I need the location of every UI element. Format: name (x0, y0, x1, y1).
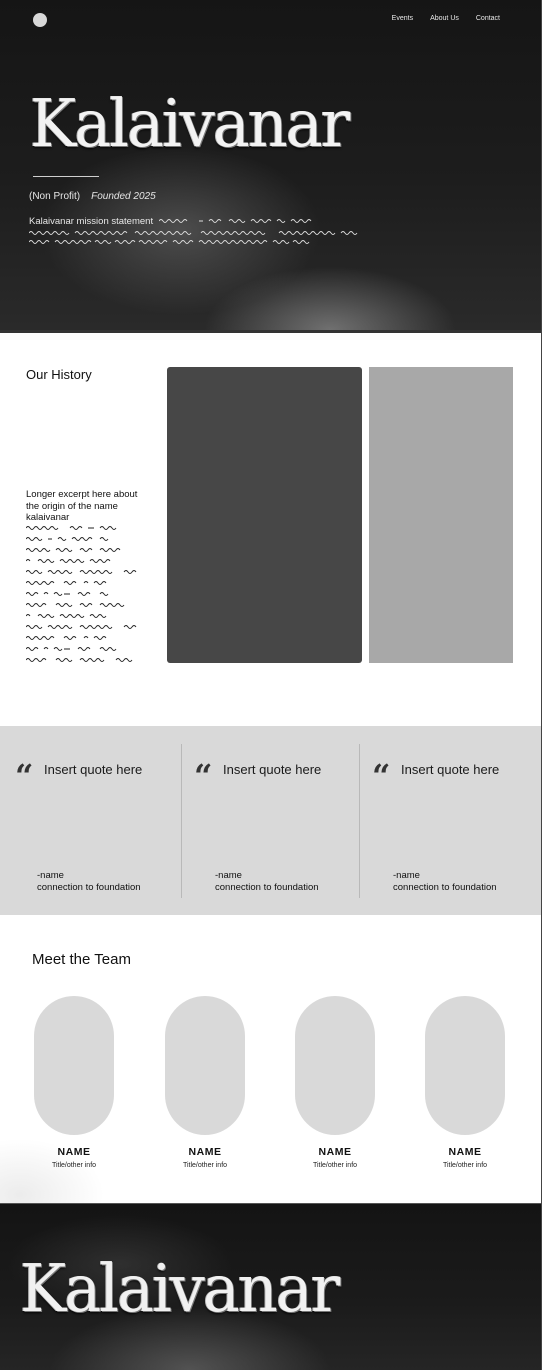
quote-attribution (393, 870, 497, 893)
member-role: Title/other info (182, 1162, 228, 1169)
nav-link-about-us[interactable]: About Us (430, 15, 459, 22)
member-name: NAME (57, 1146, 91, 1158)
placeholder-squiggle-text (159, 218, 329, 224)
mission-statement (29, 216, 364, 245)
nav-link-contact[interactable]: Contact (475, 15, 500, 22)
quote-name: -name (215, 870, 242, 881)
history-placeholder-text (26, 524, 152, 666)
footer-brand-wordmark: Kalaivanar (20, 1250, 339, 1327)
circle-logo-icon[interactable] (33, 13, 47, 27)
placeholder-squiggle-text (29, 239, 359, 245)
quote-attribution (215, 870, 319, 893)
hero-meta (29, 191, 156, 202)
top-nav (392, 15, 500, 22)
quote-card (0, 726, 181, 915)
nonprofit-label: (Non Profit) (29, 191, 81, 202)
open-quote-icon: “ (372, 757, 391, 795)
quote-card (182, 726, 359, 915)
quote-text: Insert quote here (44, 762, 143, 777)
mission-label: Kalaivanar mission statement (29, 216, 154, 227)
member-role: Title/other info (51, 1162, 97, 1169)
quote-text: Insert quote here (401, 762, 500, 777)
avatar (295, 996, 375, 1135)
team-member-card[interactable] (295, 996, 375, 1169)
member-role: Title/other info (312, 1162, 358, 1169)
history-title: Our History (26, 367, 92, 382)
quotes-section (0, 726, 542, 915)
hero-brand-wordmark: Kalaivanar (30, 85, 349, 162)
brand-underline (33, 176, 99, 177)
member-name: NAME (448, 1146, 482, 1158)
quote-card (360, 726, 542, 915)
founded-label: Founded 2025 (91, 191, 156, 202)
open-quote-icon: “ (15, 757, 34, 795)
nav-link-events[interactable]: Events (391, 15, 414, 22)
team-member-card[interactable] (165, 996, 245, 1169)
hero-divider (0, 330, 542, 333)
footer (0, 1204, 542, 1370)
avatar (165, 996, 245, 1135)
quote-text: Insert quote here (223, 762, 322, 777)
team-member-card[interactable] (34, 996, 114, 1169)
quote-name: -name (37, 870, 64, 881)
placeholder-squiggle-text (29, 230, 359, 236)
open-quote-icon: “ (194, 757, 213, 795)
history-image-placeholder-small (369, 367, 513, 663)
quote-connection: connection to foundation (37, 881, 141, 893)
history-excerpt: Longer excerpt here about the origin of the name kalaivanar (26, 489, 138, 523)
quote-connection: connection to foundation (215, 881, 319, 893)
quote-name: -name (393, 870, 420, 881)
quote-connection: connection to foundation (393, 881, 497, 893)
avatar (425, 996, 505, 1135)
quote-attribution (37, 870, 141, 893)
member-role: Title/other info (442, 1162, 488, 1169)
hero-section (0, 0, 542, 330)
team-title: Meet the Team (32, 951, 131, 968)
member-name: NAME (188, 1146, 222, 1158)
team-member-card[interactable] (425, 996, 505, 1169)
history-image-placeholder-large (167, 367, 362, 663)
member-name: NAME (318, 1146, 352, 1158)
placeholder-squiggle-text (26, 524, 152, 666)
avatar (34, 996, 114, 1135)
